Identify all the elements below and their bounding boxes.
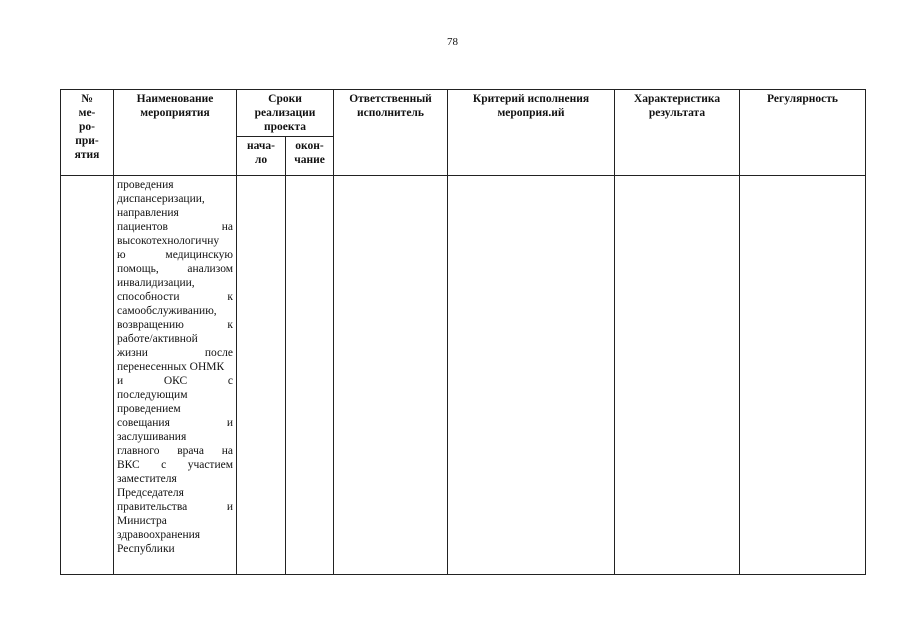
activity-name-line: самообслуживанию, [117,305,217,317]
activity-name-line: совещания и [117,417,233,429]
header-line: реализации [254,107,316,119]
activity-name-line: проведением [117,403,181,415]
header-line: окон- [295,140,324,152]
header-line: № [81,93,93,105]
page-number: 78 [447,36,458,48]
header-line: чание [294,154,325,166]
activity-name-line: ВКС с участием [117,459,233,471]
activity-name-line: диспансеризации, [117,193,205,205]
header-line: Сроки [268,93,302,105]
activity-name-line: возвращению к [117,319,233,331]
header-line: ло [254,154,268,166]
header-line: Регулярность [767,93,838,105]
header-line: ме- [78,107,96,119]
header-regularity [740,90,866,176]
header-line: Наименование [136,93,214,105]
activity-name-line: Председателя [117,487,184,499]
header-characteristic [615,90,740,176]
activity-name-line: правительства и [117,501,233,513]
header-responsible [334,90,448,176]
header-line: при- [75,135,99,147]
activity-name-line: проведения [117,179,174,191]
activity-name-line: способности к [117,291,233,303]
cell-activity-name [114,176,237,575]
header-terms [237,90,334,137]
header-line: ро- [79,121,95,133]
header-start [237,137,286,176]
cell-characteristic [615,176,740,575]
activity-name-line: перенесенных ОНМК [117,361,225,373]
activity-name-line: работе/активной [117,333,198,345]
cell-criterion [448,176,615,575]
header-line: мероприя.ий [497,107,565,119]
activity-name-line: пациентов на [117,221,233,233]
activity-name-line: ю медицинскую [117,249,233,261]
cell-end [286,176,334,575]
activity-name-line: здравоохранения [117,529,201,541]
cell-start [237,176,286,575]
header-line: Характеристика [633,93,721,105]
activities-table [60,89,866,575]
activity-name-line: и ОКС с [117,375,233,387]
cell-number [61,176,114,575]
header-line: Критерий исполнения [472,93,590,105]
cell-responsible [334,176,448,575]
cell-regularity [740,176,866,575]
table-row [61,176,866,575]
header-line: проекта [263,121,307,133]
activity-name-line: помощь, анализом [117,263,233,275]
header-line: Ответственный [349,93,432,105]
activity-name-line: направления [117,207,179,219]
header-line: ятия [74,149,100,161]
activity-name-line: заместителя [117,473,177,485]
activity-name-line: высокотехнологичну [117,235,220,247]
activity-name-line: главного врача на [117,445,233,457]
header-line: исполнитель [357,107,424,119]
activity-name-line: Министра [117,515,167,527]
activity-name-line: заслушивания [117,431,187,443]
header-line: мероприятия [140,107,210,119]
activity-name-line: последующим [117,389,188,401]
header-criterion [448,90,615,176]
header-end [286,137,334,176]
activity-name-line: жизни после [117,347,233,359]
activity-name-line: инвалидизации, [117,277,195,289]
header-name [114,90,237,176]
header-number [61,90,114,176]
header-line: нача- [247,140,275,152]
activity-name-line: Республики [117,543,175,555]
header-line: результата [648,107,706,119]
